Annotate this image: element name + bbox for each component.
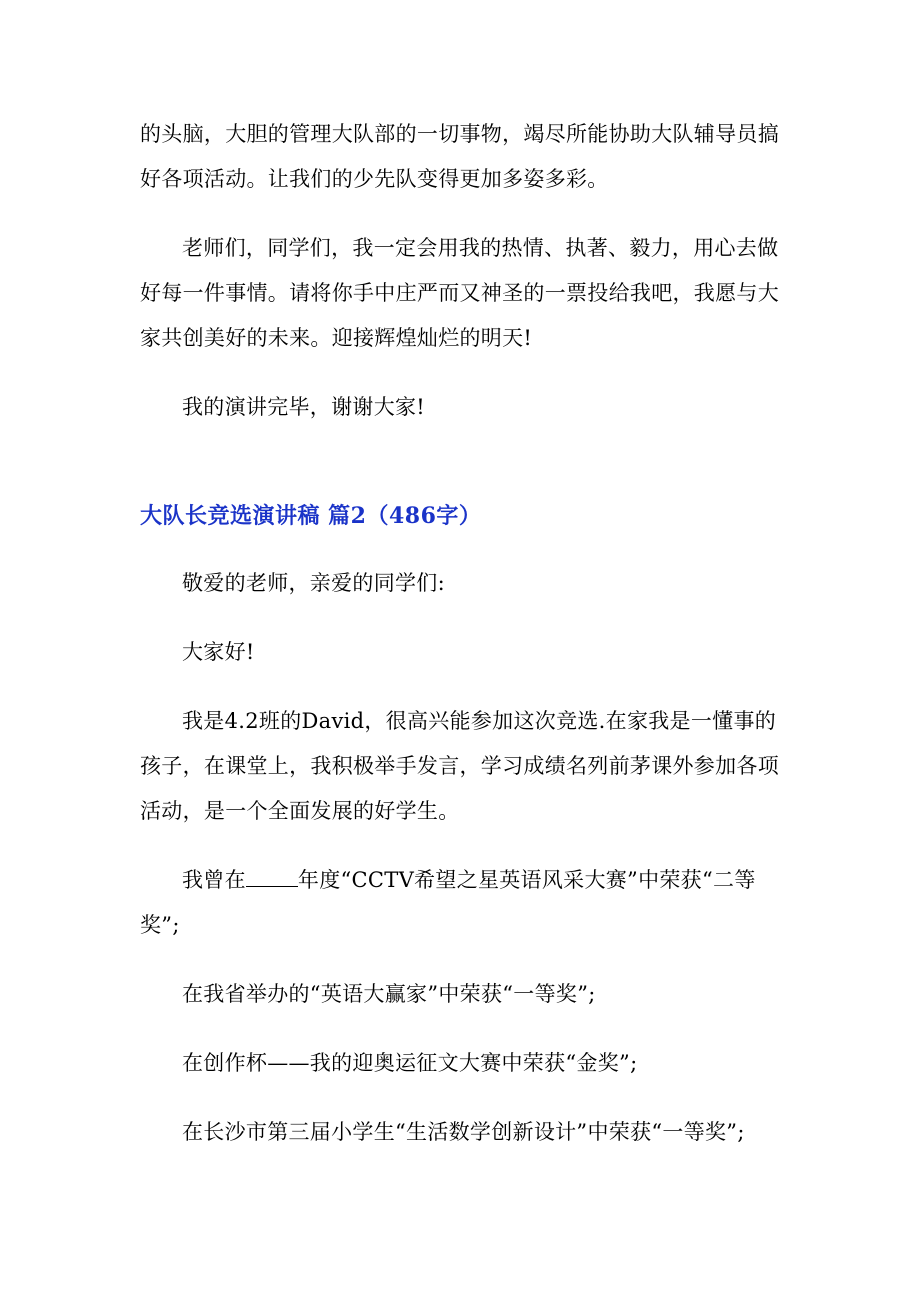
paragraph-intro: 我是4.2班的David，很高兴能参加这次竞选.在家我是一懂事的孩子，在课堂上，我积极举手发言，学习成绩名列前茅课外参加各项活动，是一个全面发展的好学生。 (140, 709, 779, 823)
blank-year (246, 868, 298, 887)
paragraph-continued: 的头脑，大胆的管理大队部的一切事物，竭尽所能协助大队辅导员搞好各项活动。让我们的少先队变得更加多姿多彩。 (140, 122, 779, 191)
document-page (140, 112, 785, 1179)
award-prefix: 我曾在 (182, 868, 246, 892)
section-heading: 大队长竞选演讲稿 篇2（486字） (140, 503, 482, 529)
paragraph-teachers-students: 老师们，同学们，我一定会用我的热情、执著、毅力，用心去做好每一件事情。请将你手中庄严而又神圣的一票投给我吧，我愿与大家共创美好的未来。迎接辉煌灿烂的明天! (140, 236, 779, 350)
paragraph-greeting: 敬爱的老师，亲爱的同学们: (182, 571, 445, 595)
paragraph-award-english: 在我省举办的“英语大赢家”中荣获“一等奖”; (182, 982, 596, 1006)
paragraph-closing: 我的演讲完毕，谢谢大家! (182, 395, 426, 419)
paragraph-award-cctv (140, 858, 785, 948)
award-cctv-text: 年度“CCTV希望之星英语风采大赛”中荣获“二等奖”; (140, 868, 756, 937)
paragraph-award-math: 在长沙市第三届小学生“生活数学创新设计”中荣获“一等奖”; (182, 1120, 745, 1144)
paragraph-hello: 大家好! (182, 640, 255, 664)
paragraph-award-essay: 在创作杯——我的迎奥运征文大赛中荣获“金奖”; (182, 1051, 638, 1075)
